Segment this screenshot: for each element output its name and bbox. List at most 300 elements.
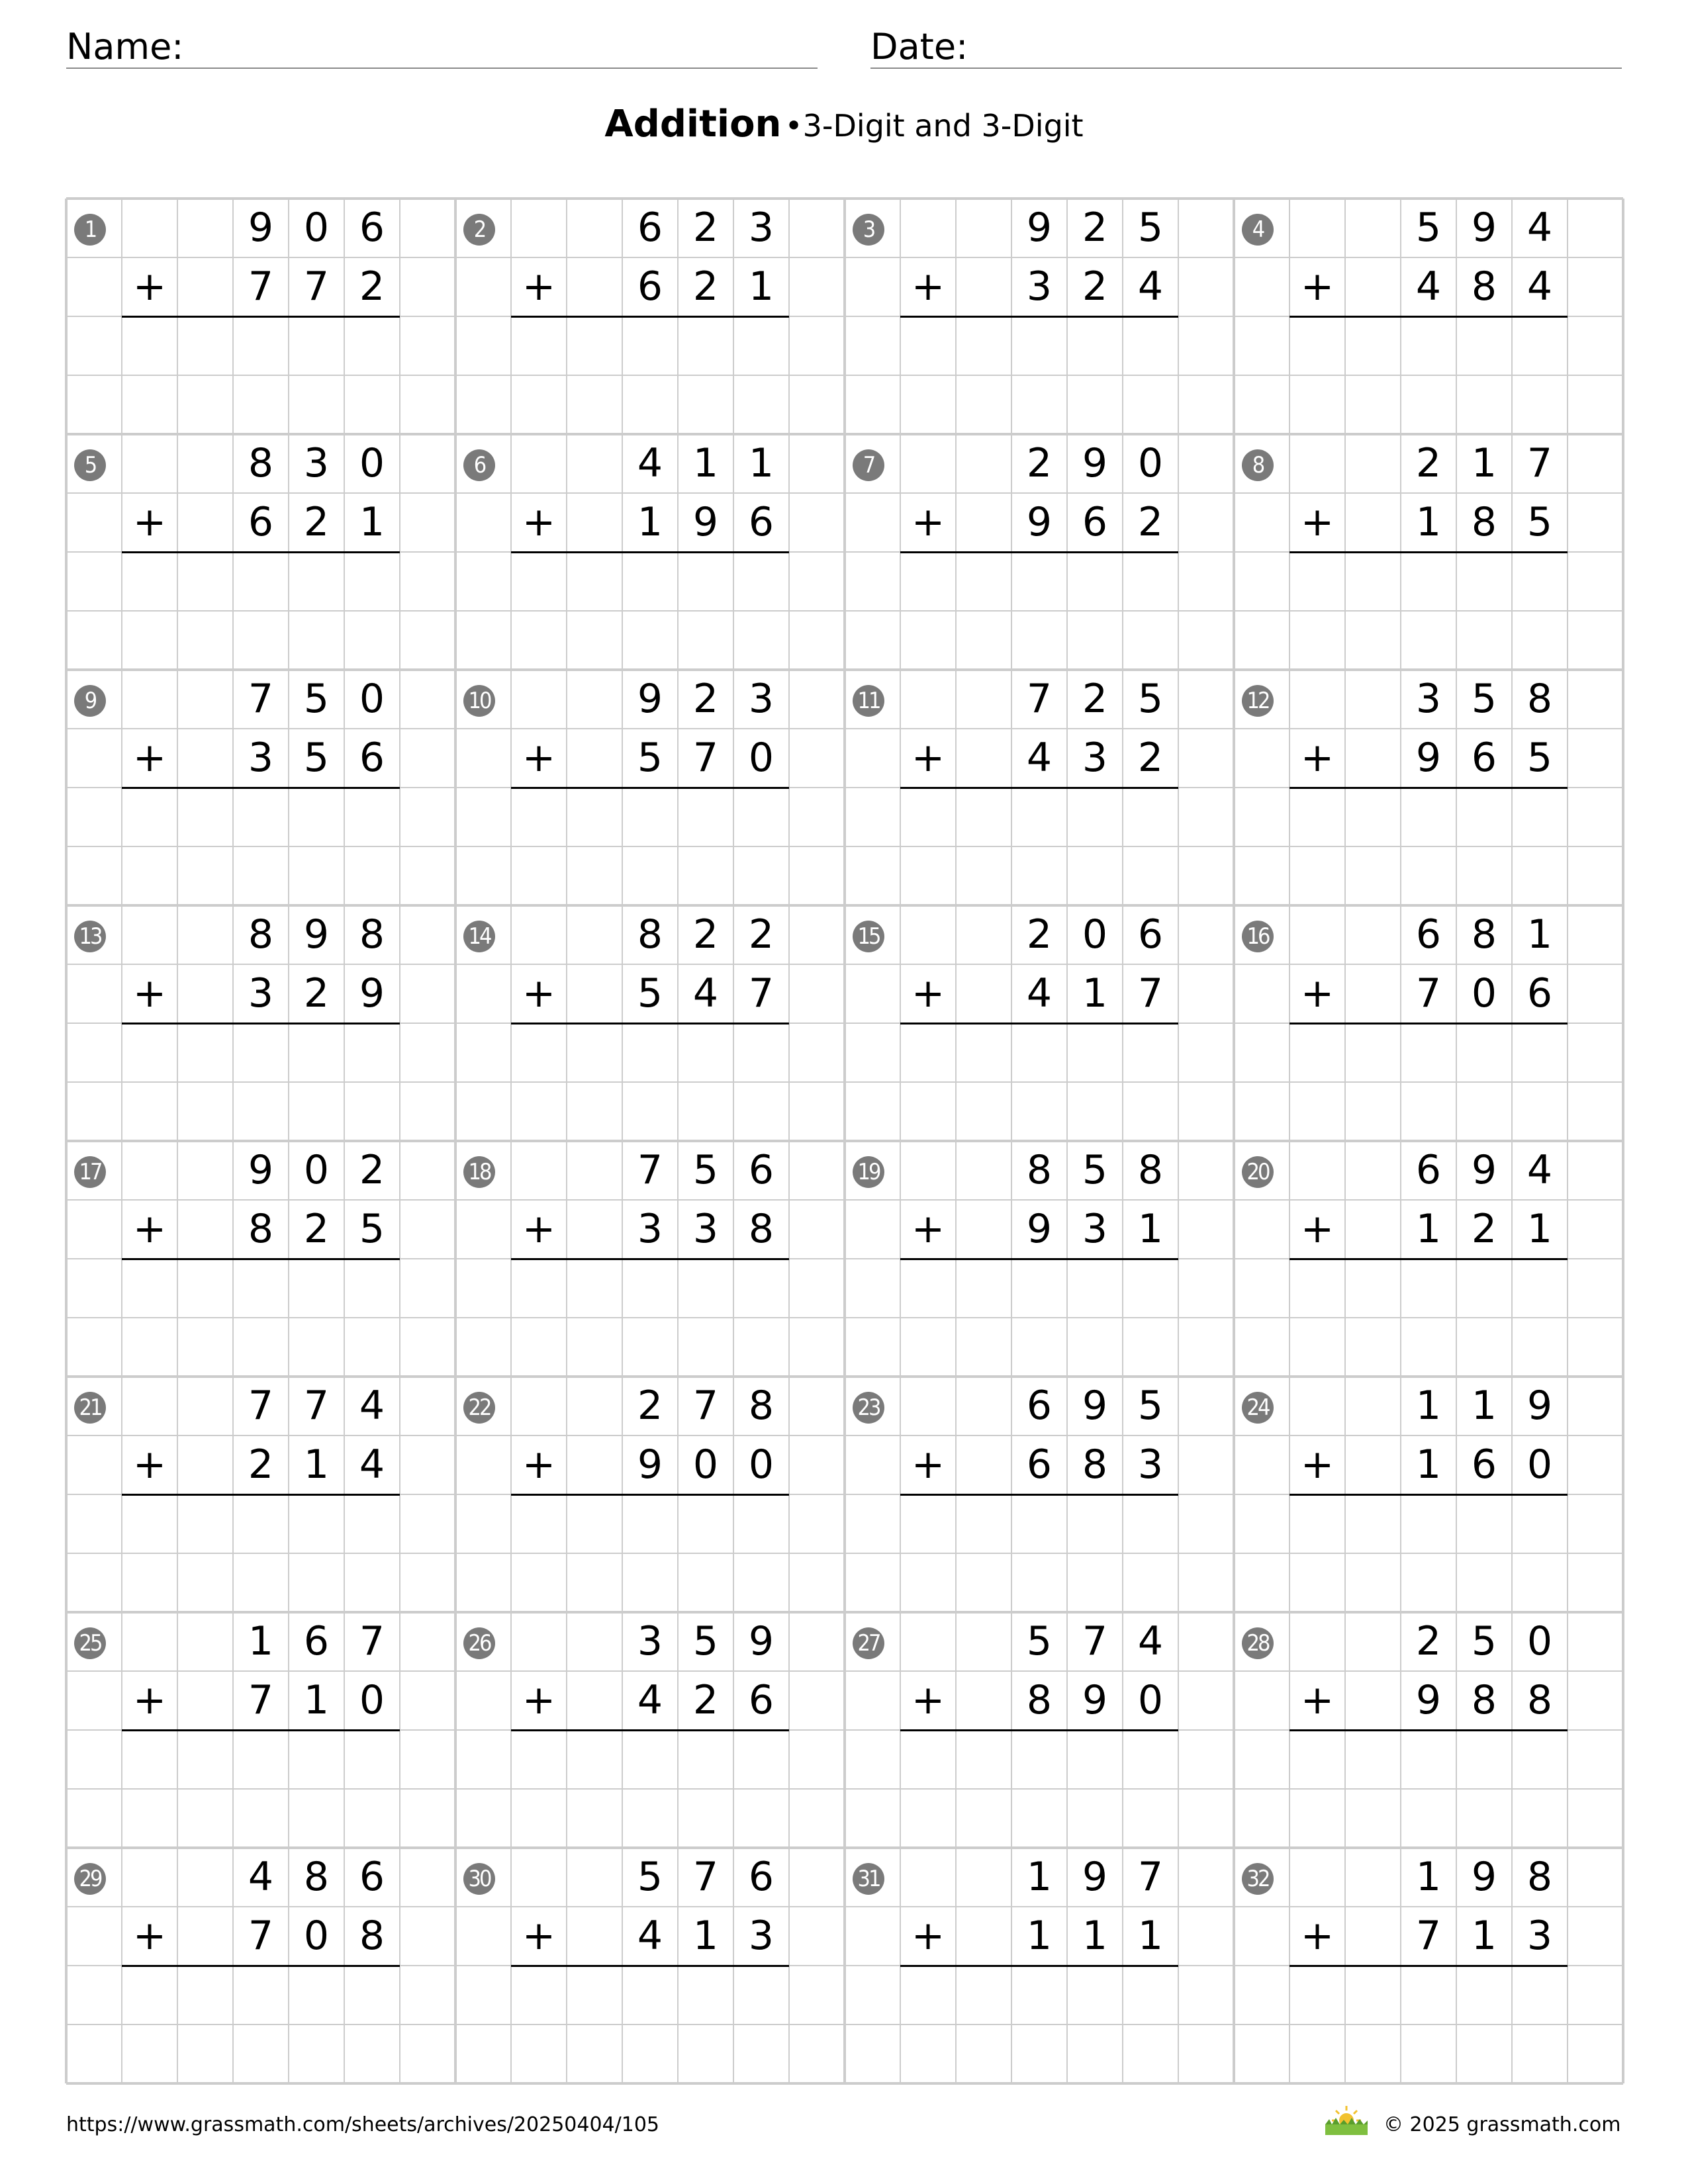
plus-sign: +: [132, 1441, 167, 1488]
top-digit: 9: [248, 205, 274, 251]
top-digit: 0: [1526, 1618, 1553, 1664]
answer-cell[interactable]: [622, 1966, 678, 2025]
answer-cell[interactable]: [289, 1730, 344, 1789]
bottom-digit: 7: [1415, 1913, 1442, 1959]
answer-cell[interactable]: [1011, 316, 1067, 375]
answer-cell[interactable]: [622, 1259, 678, 1318]
answer-cell[interactable]: [622, 552, 678, 611]
addition-problem: [455, 434, 845, 670]
problem-number-badge: 1: [74, 214, 106, 246]
answer-cell[interactable]: [956, 316, 1011, 375]
bottom-digit: 7: [248, 1913, 274, 1959]
addition-problem: [845, 905, 1234, 1141]
answer-cell[interactable]: [1011, 788, 1067, 846]
answer-cell[interactable]: [678, 552, 733, 611]
plus-sign: +: [911, 499, 945, 545]
plus-sign: +: [1300, 735, 1335, 781]
problem-number-badge: 15: [853, 921, 884, 952]
answer-cell[interactable]: [1456, 1259, 1512, 1318]
answer-cell[interactable]: [233, 552, 289, 611]
answer-cell[interactable]: [1512, 552, 1568, 611]
answer-cell[interactable]: [233, 1966, 289, 2025]
top-digit: 8: [1526, 1854, 1553, 1900]
answer-cell[interactable]: [1345, 1023, 1401, 1082]
answer-cell[interactable]: [344, 1966, 400, 2025]
answer-cell[interactable]: [567, 1730, 622, 1789]
addition-problem: [66, 670, 455, 905]
answer-cell[interactable]: [733, 1966, 789, 2025]
bottom-digit: 4: [637, 1677, 663, 1723]
answer-cell[interactable]: [1011, 1730, 1067, 1789]
bottom-digit: 2: [1471, 1206, 1497, 1252]
top-digit: 8: [248, 911, 274, 958]
top-digit: 1: [692, 440, 719, 486]
answer-cell[interactable]: [1345, 316, 1401, 375]
problem-number-badge: 18: [463, 1156, 495, 1188]
top-digit: 2: [692, 911, 719, 958]
answer-cell[interactable]: [289, 1023, 344, 1082]
bottom-digit: 2: [359, 263, 385, 310]
answer-cell[interactable]: [344, 788, 400, 846]
plus-sign: +: [132, 970, 167, 1017]
bottom-digit: 8: [248, 1206, 274, 1252]
top-digit: 8: [1026, 1147, 1053, 1193]
top-digit: 8: [1137, 1147, 1164, 1193]
top-digit: 8: [303, 1854, 330, 1900]
answer-cell[interactable]: [1345, 1730, 1401, 1789]
answer-cell[interactable]: [1123, 1023, 1178, 1082]
top-digit: 0: [303, 1147, 330, 1193]
plus-sign: +: [132, 1677, 167, 1723]
top-digit: 5: [1137, 205, 1164, 251]
answer-cell[interactable]: [1123, 788, 1178, 846]
top-digit: 9: [1471, 205, 1497, 251]
bottom-digit: 8: [1471, 499, 1497, 545]
addition-problem: [845, 434, 1234, 670]
answer-cell[interactable]: [1067, 1259, 1123, 1318]
top-digit: 5: [1137, 676, 1164, 722]
answer-cell[interactable]: [1401, 1966, 1456, 2025]
bottom-digit: 5: [1526, 735, 1553, 781]
answer-cell[interactable]: [344, 1259, 400, 1318]
answer-cell[interactable]: [678, 1259, 733, 1318]
bottom-digit: 4: [359, 1441, 385, 1488]
answer-cell[interactable]: [1345, 1966, 1401, 2025]
bottom-digit: 9: [1026, 499, 1053, 545]
answer-cell[interactable]: [177, 316, 233, 375]
answer-cell[interactable]: [678, 1966, 733, 2025]
top-digit: 2: [748, 911, 774, 958]
plus-sign: +: [1300, 1913, 1335, 1959]
bottom-digit: 6: [359, 735, 385, 781]
answer-cell[interactable]: [1123, 316, 1178, 375]
plus-sign: +: [1300, 970, 1335, 1017]
problem-number-badge: 13: [74, 921, 106, 952]
top-digit: 1: [1471, 1383, 1497, 1429]
answer-cell[interactable]: [1512, 788, 1568, 846]
bottom-digit: 8: [359, 1913, 385, 1959]
bottom-digit: 9: [1026, 1206, 1053, 1252]
bottom-digit: 6: [1082, 499, 1108, 545]
problem-number-badge: 19: [853, 1156, 884, 1188]
answer-cell[interactable]: [233, 1494, 289, 1553]
problem-number-badge: 27: [853, 1627, 884, 1659]
bottom-digit: 4: [1415, 263, 1442, 310]
problem-number-badge: 26: [463, 1627, 495, 1659]
answer-cell[interactable]: [956, 552, 1011, 611]
answer-cell[interactable]: [1401, 1730, 1456, 1789]
answer-cell[interactable]: [1456, 1023, 1512, 1082]
bottom-digit: 9: [637, 1441, 663, 1488]
answer-cell[interactable]: [1011, 1259, 1067, 1318]
problem-number-badge: 8: [1242, 449, 1274, 481]
plus-sign: +: [1300, 263, 1335, 310]
top-digit: 2: [1026, 911, 1053, 958]
answer-cell[interactable]: [567, 1966, 622, 2025]
problem-number-badge: 3: [853, 214, 884, 246]
answer-cell[interactable]: [1067, 552, 1123, 611]
top-digit: 7: [692, 1383, 719, 1429]
answer-cell[interactable]: [1011, 1023, 1067, 1082]
addition-problem: [1234, 199, 1623, 434]
bottom-digit: 1: [1415, 499, 1442, 545]
addition-problem: [1234, 905, 1623, 1141]
bottom-digit: 9: [359, 970, 385, 1017]
top-digit: 0: [303, 205, 330, 251]
bottom-digit: 9: [1415, 1677, 1442, 1723]
plus-sign: +: [522, 1913, 556, 1959]
answer-cell[interactable]: [956, 1494, 1011, 1553]
problem-number-badge: 5: [74, 449, 106, 481]
answer-cell[interactable]: [289, 1494, 344, 1553]
bottom-digit: 3: [1137, 1441, 1164, 1488]
answer-cell[interactable]: [622, 788, 678, 846]
answer-cell[interactable]: [678, 1023, 733, 1082]
top-digit: 4: [248, 1854, 274, 1900]
answer-cell[interactable]: [1401, 552, 1456, 611]
top-digit: 6: [303, 1618, 330, 1664]
answer-cell[interactable]: [1067, 1494, 1123, 1553]
answer-cell[interactable]: [678, 788, 733, 846]
bottom-digit: 9: [692, 499, 719, 545]
answer-cell[interactable]: [1123, 1730, 1178, 1789]
top-digit: 9: [1082, 440, 1108, 486]
answer-cell[interactable]: [233, 1259, 289, 1318]
top-digit: 9: [748, 1618, 774, 1664]
answer-cell[interactable]: [1401, 316, 1456, 375]
answer-cell[interactable]: [956, 1259, 1011, 1318]
answer-cell[interactable]: [1512, 1730, 1568, 1789]
answer-cell[interactable]: [1011, 1966, 1067, 2025]
top-digit: 5: [692, 1147, 719, 1193]
bottom-digit: 0: [692, 1441, 719, 1488]
answer-cell[interactable]: [1123, 1966, 1178, 2025]
answer-cell[interactable]: [733, 1494, 789, 1553]
answer-cell[interactable]: [1512, 1023, 1568, 1082]
answer-cell[interactable]: [622, 1730, 678, 1789]
top-digit: 8: [1526, 676, 1553, 722]
answer-cell[interactable]: [177, 1730, 233, 1789]
bottom-digit: 9: [1415, 735, 1442, 781]
answer-cell[interactable]: [1123, 552, 1178, 611]
answer-cell[interactable]: [1067, 1966, 1123, 2025]
problem-number-badge: 4: [1242, 214, 1274, 246]
answer-cell[interactable]: [1123, 1259, 1178, 1318]
addition-problem: [455, 1377, 845, 1612]
bottom-digit: 6: [248, 499, 274, 545]
answer-cell[interactable]: [678, 316, 733, 375]
top-digit: 7: [1082, 1618, 1108, 1664]
plus-sign: +: [1300, 1441, 1335, 1488]
addition-problem: [1234, 1377, 1623, 1612]
top-digit: 9: [248, 1147, 274, 1193]
answer-cell[interactable]: [1401, 788, 1456, 846]
top-digit: 9: [1082, 1854, 1108, 1900]
answer-cell[interactable]: [733, 788, 789, 846]
answer-cell[interactable]: [1067, 1023, 1123, 1082]
plus-sign: +: [1300, 499, 1335, 545]
answer-cell[interactable]: [567, 552, 622, 611]
answer-cell[interactable]: [1512, 1259, 1568, 1318]
answer-cell[interactable]: [1011, 552, 1067, 611]
answer-cell[interactable]: [733, 1730, 789, 1789]
answer-cell[interactable]: [622, 316, 678, 375]
answer-cell[interactable]: [1067, 788, 1123, 846]
answer-cell[interactable]: [177, 1494, 233, 1553]
answer-cell[interactable]: [289, 788, 344, 846]
answer-cell[interactable]: [1401, 1023, 1456, 1082]
answer-cell[interactable]: [344, 1023, 400, 1082]
answer-cell[interactable]: [289, 1966, 344, 2025]
answer-cell[interactable]: [177, 1966, 233, 2025]
bottom-digit: 4: [1526, 263, 1553, 310]
answer-cell[interactable]: [1345, 1494, 1401, 1553]
plus-sign: +: [522, 499, 556, 545]
answer-cell[interactable]: [622, 1494, 678, 1553]
bottom-digit: 1: [1082, 1913, 1108, 1959]
addition-problem: [455, 1141, 845, 1377]
problem-number-badge: 24: [1242, 1392, 1274, 1424]
answer-cell[interactable]: [733, 316, 789, 375]
addition-problem: [845, 1848, 1234, 2083]
answer-cell[interactable]: [289, 1259, 344, 1318]
plus-sign: +: [911, 970, 945, 1017]
answer-cell[interactable]: [177, 552, 233, 611]
top-digit: 6: [1137, 911, 1164, 958]
answer-cell[interactable]: [1456, 316, 1512, 375]
answer-cell[interactable]: [567, 1494, 622, 1553]
top-digit: 6: [359, 205, 385, 251]
answer-cell[interactable]: [1345, 1259, 1401, 1318]
answer-cell[interactable]: [567, 1023, 622, 1082]
bottom-digit: 8: [1026, 1677, 1053, 1723]
top-digit: 5: [1471, 676, 1497, 722]
bottom-digit: 7: [1137, 970, 1164, 1017]
top-digit: 9: [1026, 205, 1053, 251]
top-digit: 5: [1082, 1147, 1108, 1193]
bottom-digit: 1: [303, 1441, 330, 1488]
bottom-digit: 8: [1471, 1677, 1497, 1723]
answer-cell[interactable]: [233, 788, 289, 846]
answer-cell[interactable]: [1456, 788, 1512, 846]
top-digit: 7: [1026, 676, 1053, 722]
answer-cell[interactable]: [289, 316, 344, 375]
top-digit: 7: [1526, 440, 1553, 486]
addition-problem: [66, 1141, 455, 1377]
problem-number-badge: 12: [1242, 685, 1274, 717]
problem-number-badge: 22: [463, 1392, 495, 1424]
answer-cell[interactable]: [1512, 1494, 1568, 1553]
answer-cell[interactable]: [233, 1730, 289, 1789]
plus-sign: +: [132, 735, 167, 781]
answer-cell[interactable]: [233, 1023, 289, 1082]
answer-cell[interactable]: [289, 552, 344, 611]
bottom-digit: 3: [692, 1206, 719, 1252]
top-digit: 3: [303, 440, 330, 486]
top-digit: 3: [748, 205, 774, 251]
grass-sun-logo-icon: [1323, 2103, 1370, 2138]
bottom-digit: 3: [248, 735, 274, 781]
problem-number-badge: 31: [853, 1863, 884, 1895]
answer-cell[interactable]: [177, 788, 233, 846]
top-digit: 6: [1026, 1383, 1053, 1429]
bottom-digit: 6: [1026, 1441, 1053, 1488]
answer-cell[interactable]: [1345, 552, 1401, 611]
answer-cell[interactable]: [1456, 1966, 1512, 2025]
problem-number-badge: 11: [853, 685, 884, 717]
problem-number-badge: 14: [463, 921, 495, 952]
answer-cell[interactable]: [1456, 1730, 1512, 1789]
addition-problem: [845, 199, 1234, 434]
bottom-digit: 3: [1526, 1913, 1553, 1959]
answer-cell[interactable]: [956, 788, 1011, 846]
answer-cell[interactable]: [678, 1494, 733, 1553]
top-digit: 6: [637, 205, 663, 251]
top-digit: 9: [1471, 1854, 1497, 1900]
bottom-digit: 3: [1026, 263, 1053, 310]
top-digit: 3: [637, 1618, 663, 1664]
answer-cell[interactable]: [678, 1730, 733, 1789]
bottom-digit: 2: [692, 1677, 719, 1723]
addition-problem: [66, 905, 455, 1141]
problem-number-badge: 10: [463, 685, 495, 717]
answer-cell[interactable]: [1512, 1966, 1568, 2025]
answer-cell[interactable]: [344, 552, 400, 611]
addition-problem: [66, 1612, 455, 1848]
title-subtitle: 3-Digit and 3-Digit: [802, 108, 1084, 144]
bottom-digit: 3: [637, 1206, 663, 1252]
answer-cell[interactable]: [1401, 1259, 1456, 1318]
answer-cell[interactable]: [956, 1966, 1011, 2025]
bottom-digit: 8: [1471, 263, 1497, 310]
addition-problem: [845, 670, 1234, 905]
top-digit: 2: [1026, 440, 1053, 486]
top-digit: 1: [1526, 911, 1553, 958]
top-digit: 6: [359, 1854, 385, 1900]
answer-cell[interactable]: [344, 1730, 400, 1789]
answer-cell[interactable]: [733, 1259, 789, 1318]
top-digit: 5: [1415, 205, 1442, 251]
answer-cell[interactable]: [567, 1259, 622, 1318]
bottom-digit: 8: [748, 1206, 774, 1252]
bottom-digit: 2: [248, 1441, 274, 1488]
addition-problem: [845, 1141, 1234, 1377]
addition-problem: [455, 670, 845, 905]
answer-cell[interactable]: [233, 316, 289, 375]
answer-cell[interactable]: [567, 788, 622, 846]
plus-sign: +: [522, 1206, 556, 1252]
plus-sign: +: [911, 1206, 945, 1252]
bottom-digit: 2: [303, 499, 330, 545]
top-digit: 6: [748, 1147, 774, 1193]
answer-cell[interactable]: [567, 316, 622, 375]
top-digit: 9: [1526, 1383, 1553, 1429]
bottom-digit: 7: [748, 970, 774, 1017]
top-digit: 4: [1526, 1147, 1553, 1193]
top-digit: 5: [1026, 1618, 1053, 1664]
problem-number-badge: 7: [853, 449, 884, 481]
bottom-digit: 1: [1026, 1913, 1053, 1959]
answer-cell[interactable]: [622, 1023, 678, 1082]
answer-cell[interactable]: [1512, 316, 1568, 375]
answer-cell[interactable]: [177, 1023, 233, 1082]
plus-sign: +: [522, 970, 556, 1017]
bottom-digit: 6: [748, 499, 774, 545]
top-digit: 8: [359, 911, 385, 958]
answer-cell[interactable]: [1401, 1494, 1456, 1553]
bottom-digit: 6: [637, 263, 663, 310]
answer-cell[interactable]: [733, 552, 789, 611]
top-digit: 3: [1415, 676, 1442, 722]
bottom-digit: 0: [303, 1913, 330, 1959]
problem-number-badge: 17: [74, 1156, 106, 1188]
problem-number-badge: 9: [74, 685, 106, 717]
answer-cell[interactable]: [1067, 316, 1123, 375]
answer-cell[interactable]: [344, 1494, 400, 1553]
top-digit: 7: [637, 1147, 663, 1193]
plus-sign: +: [132, 1913, 167, 1959]
plus-sign: +: [1300, 1206, 1335, 1252]
top-digit: 0: [359, 440, 385, 486]
answer-cell[interactable]: [344, 316, 400, 375]
answer-cell[interactable]: [1456, 1494, 1512, 1553]
problem-number-badge: 20: [1242, 1156, 1274, 1188]
top-digit: 4: [1526, 205, 1553, 251]
addition-problem: [1234, 1848, 1623, 2083]
bottom-digit: 0: [359, 1677, 385, 1723]
top-digit: 1: [1026, 1854, 1053, 1900]
answer-cell[interactable]: [956, 1730, 1011, 1789]
plus-sign: +: [911, 1913, 945, 1959]
answer-cell[interactable]: [1067, 1730, 1123, 1789]
addition-problem: [66, 199, 455, 434]
answer-cell[interactable]: [733, 1023, 789, 1082]
answer-cell[interactable]: [1345, 788, 1401, 846]
top-digit: 1: [1415, 1854, 1442, 1900]
plus-sign: +: [911, 1677, 945, 1723]
bottom-digit: 6: [748, 1677, 774, 1723]
bottom-digit: 5: [637, 735, 663, 781]
answer-cell[interactable]: [956, 1023, 1011, 1082]
answer-cell[interactable]: [1123, 1494, 1178, 1553]
answer-cell[interactable]: [1011, 1494, 1067, 1553]
top-digit: 2: [1082, 676, 1108, 722]
plus-sign: +: [132, 263, 167, 310]
bottom-digit: 4: [1137, 263, 1164, 310]
answer-cell[interactable]: [177, 1259, 233, 1318]
answer-cell[interactable]: [1456, 552, 1512, 611]
plus-sign: +: [132, 499, 167, 545]
